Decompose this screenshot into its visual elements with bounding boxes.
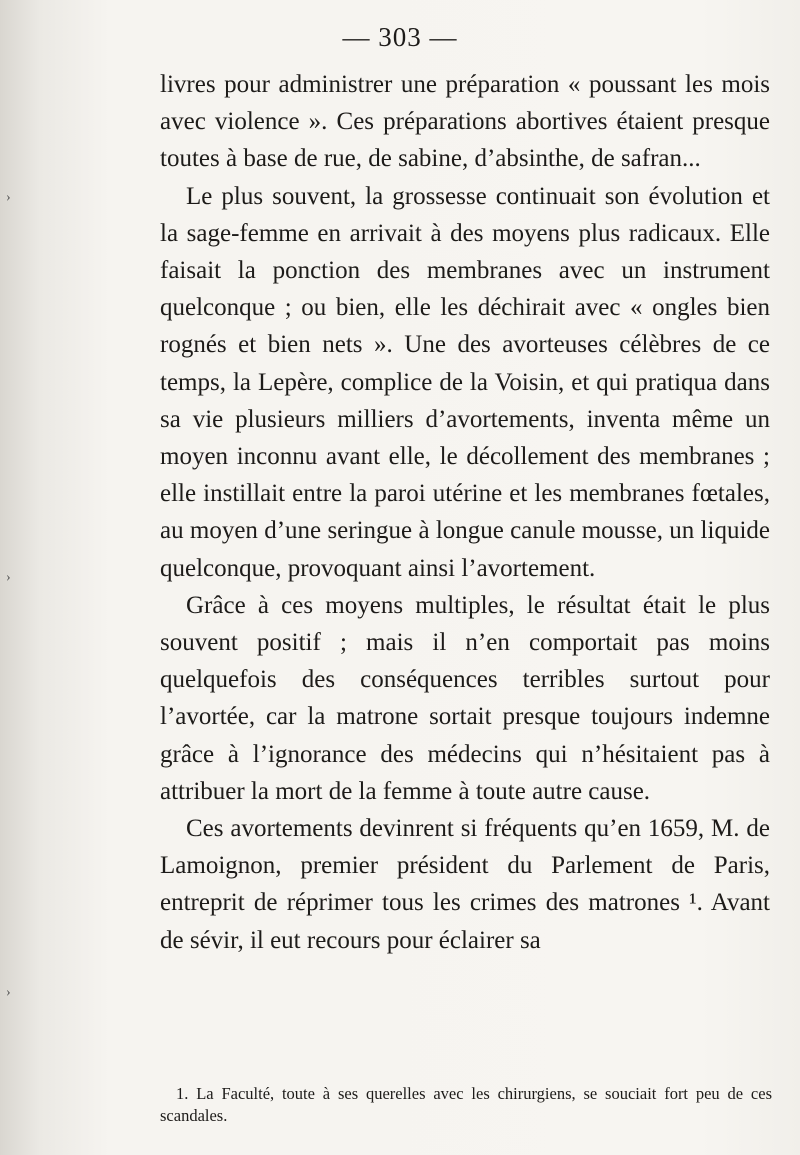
paragraph: Ces avortements devinrent si fréquents qu’en 1659, M. de Lamoignon, premier président du Parlement de Paris, entreprit de réprimer tous les crimes des matrones ¹. Avant de sévir, il eut recours pour éclairer sa — [160, 815, 770, 954]
footnote: 1. La Faculté, toute à ses querelles avec les chirurgiens, se souciait fort peu de ces scandales. — [160, 1084, 772, 1125]
binding-mark: › — [6, 570, 11, 585]
binding-mark: › — [6, 190, 11, 205]
paragraph: Grâce à ces moyens multiples, le résultat était le plus souvent positif ; mais il n’en comportait pas moins quelquefois des conséquences terribles surtout pour l’avortée, car la matrone sortait presque toujours indemne grâce à l’ignorance des médecins qui n’hésitaient pas à attribuer la mort de la femme à toute autre cause. — [160, 591, 770, 805]
main-text — [160, 66, 770, 959]
binding-mark: › — [6, 985, 11, 1000]
paragraph: Le plus souvent, la grossesse continuait son évolution et la sage-femme en arrivait à des moyens plus radicaux. Elle faisait la ponction des membranes avec un instrument quelconque ; ou bien, elle les déchirait avec « ongles bien rognés et bien nets ». Une des avorteuses célèbres de ce temps, la Lepère, complice de la Voisin, et qui pratiqua dans sa vie plusieurs milliers d’avortements, inventa même un moyen inconnu avant elle, le décollement des membranes ; elle instillait entre la paroi utérine et les membranes fœtales, au moyen d’une seringue à longue canule mousse, un liquide quelconque, provoquant ainsi l’avortement. — [160, 182, 770, 582]
page-number: — 303 — — [342, 22, 458, 52]
paragraph: livres pour administrer une préparation « poussant les mois avec violence ». Ces préparations abortives étaient presque toutes à base de rue, de sabine, d’absinthe, de safran... — [160, 71, 770, 173]
